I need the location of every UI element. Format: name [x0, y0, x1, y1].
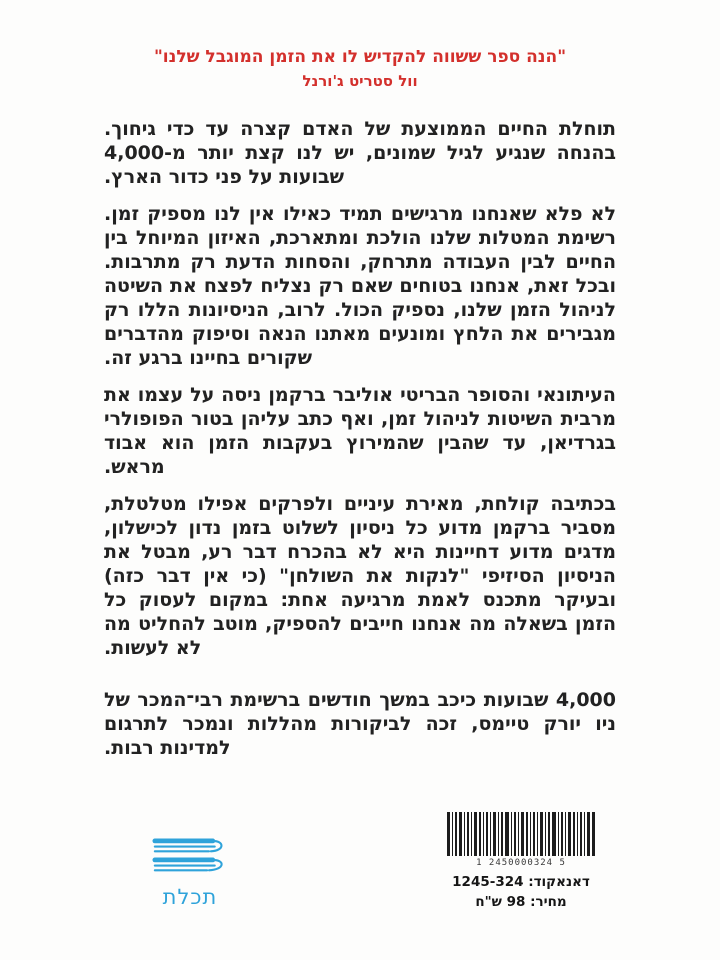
danacode-label: דאנאקוד: 1245-324: [452, 874, 590, 890]
stacked-books-icon: [152, 865, 228, 884]
publisher-name: תכלת: [162, 885, 218, 909]
cover-paragraph: לא פלא שאנחנו מרגישים תמיד כאילו אין לנו מספיק זמן. רשימת המטלות שלנו הולכת ומתארכת, האיזון המיוחל בין החיים לבין העבודה מתרחק, והסחות הדעת רק מתרבות. ובכל זאת, אנחנו בטוחים שאם רק נצליח לפצח את השיטה לניהול הזמן שלנו, נספיק הכול. לרוב, הניסיונות הללו רק מגבירים את הלחץ ומונעים מאתנו הנאה וסיפוק מהדברים שקורים בחיינו ברגע זה.: [104, 203, 616, 369]
publisher-logo: [148, 836, 232, 909]
cover-paragraph: 4,000 שבועות כיכב במשך חודשים ברשימת רבי־המכר של ניו יורק טיימס, זכה לביקורות מהללות ונמכר לתרגום למדינות רבות.: [104, 689, 616, 759]
barcode-icon: [447, 812, 595, 856]
barcode-number: 1 2450000324 5: [476, 858, 566, 868]
price-label: מחיר: 98 ש"ח: [475, 894, 567, 910]
review-quote-source: וול סטריט ג'ורנל: [302, 72, 418, 90]
sales-block: [444, 812, 598, 911]
cover-paragraph: תוחלת החיים הממוצעת של האדם קצרה עד כדי גיחוך. בהנחה שנגיע לגיל שמונים, יש לנו קצת יותר מ-4,000 שבועות על פני כדור הארץ.: [104, 118, 616, 188]
review-quote-text: "הנה ספר ששווה להקדיש לו את הזמן המוגבל שלנו": [153, 47, 567, 67]
cover-paragraph: העיתונאי והסופר הבריטי אוליבר ברקמן ניסה על עצמו את מרבית השיטות לניהול זמן, ואף כתב עליהן בטור הפופולרי בגרדיאן, עד שהבין שהמירוץ בעקבות הזמן הוא אבוד מראש.: [104, 384, 616, 478]
cover-paragraph: בכתיבה קולחת, מאירת עיניים ולפרקים אפילו מטלטלת, מסביר ברקמן מדוע כל ניסיון לשלוט בזמן נדון לכישלון, מדגים מדוע דחיינות היא לא בהכרח דבר רע, מבטל את הניסיון הסיזיפי "לנקות את השולחן" (כי אין דבר כזה) ובעיקר מתכנס לאמת מרגיעה אחת: במקום לעסוק כל הזמן בשאלה מה אנחנו חייבים להספיק, מוטב להחליט מה לא לעשות.: [104, 493, 616, 659]
review-quote-block: [104, 46, 616, 91]
back-cover-copy: [104, 117, 616, 773]
